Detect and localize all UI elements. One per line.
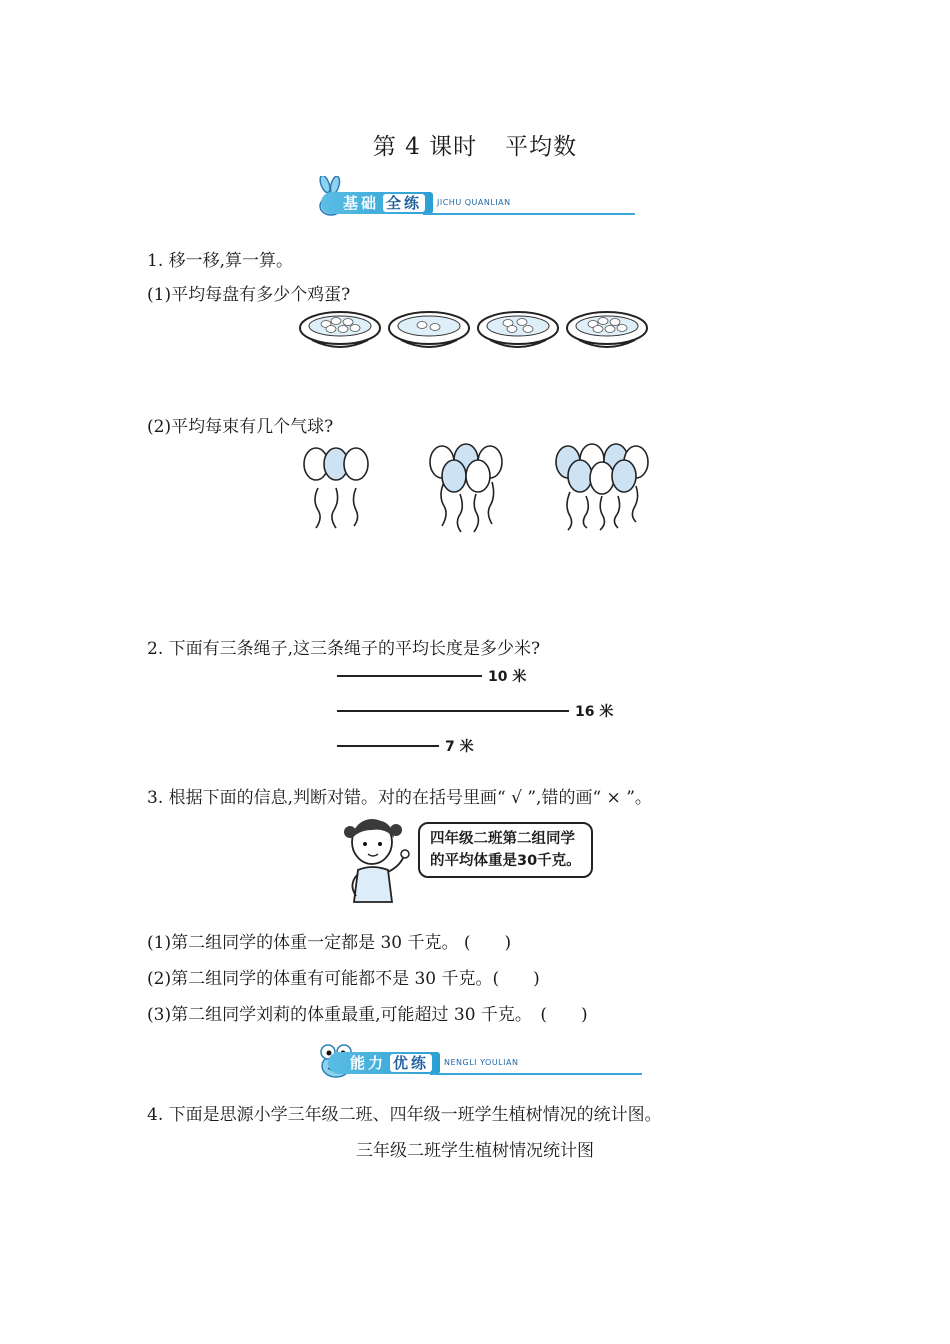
section-pinyin-ability: NENGLI YOULIAN bbox=[444, 1058, 519, 1067]
balloon-bunch-1 bbox=[304, 448, 368, 528]
section-underline bbox=[430, 1073, 642, 1075]
plate-3 bbox=[478, 312, 558, 347]
section-pinyin-basic: JICHU QUANLIAN bbox=[437, 198, 511, 207]
question-4: 4. 下面是思源小学三年级二班、四年级一班学生植树情况的统计图。 bbox=[147, 1105, 662, 1125]
question-1-part-2: (2)平均每束有几个气球? bbox=[147, 417, 334, 437]
section-label-ability: 能力 优练 bbox=[328, 1052, 440, 1074]
rope-1-label: 10 米 bbox=[488, 669, 527, 685]
rope-3-label: 7 米 bbox=[445, 739, 474, 755]
question-3-item-3: (3)第二组同学刘莉的体重最重,可能超过 30 千克。 ( ) bbox=[147, 1005, 588, 1025]
chart-title: 三年级二班学生植树情况统计图 bbox=[356, 1141, 594, 1161]
section-banner-basic bbox=[305, 176, 635, 216]
question-3-item-2: (2)第二组同学的体重有可能都不是 30 千克。( ) bbox=[147, 969, 540, 989]
bubble-line-2: 的平均体重是30千克。 bbox=[430, 853, 581, 869]
plate-2 bbox=[389, 312, 469, 347]
section-label-basic: 基础 全练 bbox=[321, 192, 433, 214]
rope-2 bbox=[337, 710, 569, 712]
section-underline bbox=[423, 213, 635, 215]
egg-plates-figure bbox=[298, 308, 650, 356]
lesson-number: 第 4 课时 bbox=[372, 134, 478, 160]
section-banner-ability bbox=[312, 1036, 642, 1076]
question-1-part-1: (1)平均每盘有多少个鸡蛋? bbox=[147, 285, 351, 305]
plate-4 bbox=[567, 312, 647, 347]
ropes-figure bbox=[337, 663, 637, 763]
balloon-bunches-figure bbox=[296, 442, 652, 534]
girl-illustration bbox=[342, 812, 416, 906]
rope-3 bbox=[337, 745, 439, 747]
rope-1 bbox=[337, 675, 482, 677]
rope-2-label: 16 米 bbox=[575, 704, 614, 720]
page-title bbox=[0, 128, 950, 161]
lesson-topic: 平均数 bbox=[505, 134, 578, 160]
bubble-line-1: 四年级二班第二组同学 bbox=[430, 831, 575, 847]
question-1: 1. 移一移,算一算。 bbox=[147, 251, 294, 271]
balloon-bunch-2 bbox=[430, 444, 502, 532]
question-3: 3. 根据下面的信息,判断对错。对的在括号里画“ √ ”,错的画“ × ”。 bbox=[147, 788, 652, 808]
question-3-item-1: (1)第二组同学的体重一定都是 30 千克。 ( ) bbox=[147, 933, 512, 953]
balloon-bunch-3 bbox=[556, 444, 648, 530]
plate-1 bbox=[300, 312, 380, 347]
question-2: 2. 下面有三条绳子,这三条绳子的平均长度是多少米? bbox=[147, 639, 541, 659]
speech-bubble bbox=[418, 822, 593, 878]
